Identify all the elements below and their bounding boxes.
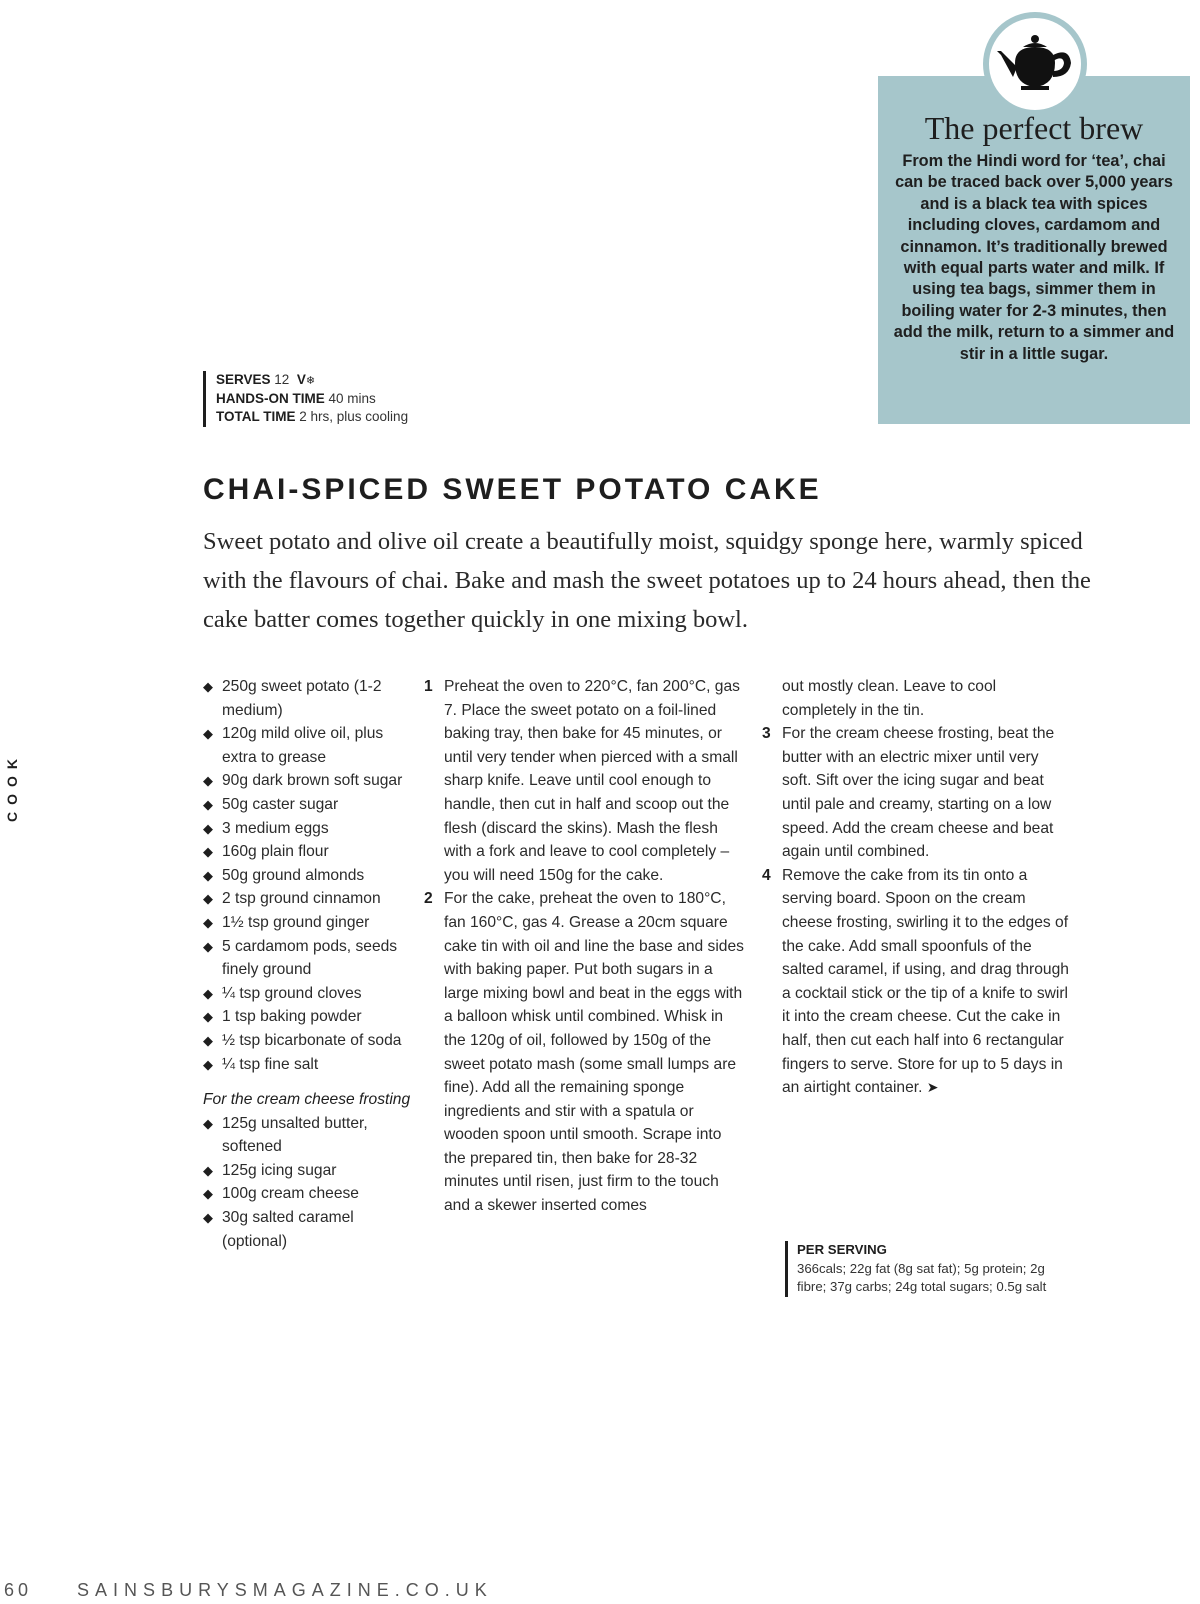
method-step-2-continued: out mostly clean. Leave to cool completely in the tin.: [782, 678, 997, 719]
continue-arrow-icon: ➤: [926, 1079, 939, 1096]
method-step-3: [762, 722, 1072, 864]
serves-line: [216, 371, 408, 390]
teapot-icon: [995, 33, 1075, 95]
recipe-intro: Sweet potato and olive oil create a beautifully moist, squidgy sponge here, warmly spiced with the flavours of chai. Bake and mash the sweet potatoes up to 24 hours ahead, then the cake batter comes together quickly in one mixing bowl.: [203, 528, 1091, 633]
vegetarian-mark: V: [296, 372, 306, 387]
nutrition-text: 366cals; 22g fat (8g sat fat); 5g protein; 2g fibre; 37g carbs; 24g total sugars; 0.5g salt: [797, 1260, 1047, 1295]
method-column-2: [762, 675, 1072, 1100]
serves-label: SERVES: [216, 372, 271, 387]
ingredient-item: ◆ 250g sweet potato (1-2 medium): [203, 675, 413, 722]
section-side-label: COOK: [4, 752, 20, 822]
ingredient-item: ◆ 1½ tsp ground ginger: [203, 911, 413, 935]
step-text: For the cake, preheat the oven to 180°C, fan 160°C, gas 4. Grease a 20cm square cake tin with oil and line the base and sides with baking paper. Put both sugars in a large mixing bowl and beat in the eggs with a balloon whisk until combined. Whisk in the 120g of oil, followed by 150g of the sweet potato mash (some small lumps are fine). Add all the remaining sponge ingredients and stir with a spatula or wooden spoon until smooth. Scrape into the prepared tin, then bake for 28-32 minutes until risen, just firm to the touch and a skewer inserted comes: [444, 890, 744, 1215]
method-step-4: [762, 864, 1072, 1100]
total-time-value: 2 hrs, plus cooling: [299, 409, 409, 425]
serves-value: 12: [274, 372, 290, 387]
recipe-title: CHAI-SPICED SWEET POTATO CAKE: [203, 473, 822, 506]
ingredient-item: ◆ 30g salted caramel (optional): [203, 1206, 413, 1253]
brew-title: The perfect brew: [924, 110, 1144, 146]
website-link[interactable]: SAINSBURYSMAGAZINE.CO.UK: [77, 1580, 493, 1600]
hands-on-label: HANDS-ON TIME: [216, 391, 325, 407]
step-number: 4: [762, 866, 771, 884]
ingredient-item: ◆ 160g plain flour: [203, 840, 413, 864]
ingredient-item: ◆ 125g unsalted butter, softened: [203, 1112, 413, 1159]
ingredient-item: ◆ 2 tsp ground cinnamon: [203, 887, 413, 911]
nutrition-heading: PER SERVING: [797, 1242, 887, 1257]
method-step-2: [424, 887, 744, 1217]
ingredient-list: [203, 675, 413, 1076]
method-column-1: [424, 675, 744, 1218]
step-text: Preheat the oven to 220°C, fan 200°C, gas 7. Place the sweet potato on a foil-lined baking tray, then bake for 45 minutes, or until very tender when pierced with a small sharp knife. Leave until cool enough to handle, then cut in half and scoop out the flesh (discard the skins). Mash the flesh with a fork and leave to cool completely – you will need 150g for the cake.: [444, 678, 740, 884]
page-number: 60: [4, 1580, 33, 1600]
nutrition-block: [785, 1241, 1057, 1297]
step-text: For the cream cheese frosting, beat the butter with an electric mixer until very soft. Sift over the icing sugar and beat until pale and creamy, starting on a low speed. Add the cream cheese and beat again until combined.: [782, 725, 1055, 861]
total-time-label: TOTAL TIME: [216, 409, 296, 425]
hands-on-value: 40 mins: [328, 391, 376, 407]
frosting-heading: For the cream cheese frosting: [203, 1091, 411, 1109]
ingredient-item: ◆ ¼ tsp fine salt: [203, 1053, 413, 1077]
page-footer: [4, 1580, 493, 1601]
recipe-meta: [203, 371, 408, 427]
frosting-ingredient-list: [203, 1112, 413, 1254]
ingredient-item: ◆ ¼ tsp ground cloves: [203, 982, 413, 1006]
ingredient-item: ◆ 100g cream cheese: [203, 1182, 413, 1206]
teapot-badge: [983, 12, 1087, 116]
ingredient-item: ◆ 50g caster sugar: [203, 793, 413, 817]
hands-on-line: [216, 390, 408, 408]
ingredient-item: ◆ 3 medium eggs: [203, 817, 413, 841]
ingredient-item: ◆ 1 tsp baking powder: [203, 1005, 413, 1029]
ingredient-item: ◆ 5 cardamom pods, seeds finely ground: [203, 935, 413, 982]
brew-text: From the Hindi word for ‘tea’, chai can be traced back over 5,000 years and is a black tea with spices including cloves, cardamom and cinnamon. It’s traditionally brewed with equal parts water and milk. If using tea bags, simmer them in boiling water for 2-3 minutes, then add the milk, return to a simmer and stir in a little sugar.: [893, 152, 1175, 363]
step-text: Remove the cake from its tin onto a serving board. Spoon on the cream cheese frosting, swirling it to the edges of the cake. Add small spoonfuls of the salted caramel, if using, and drag through a cocktail stick or the tip of a knife to swirl it into the cream cheese. Cut the cake in half, then cut each half into 6 rectangular fingers to serve. Store for up to 5 days in an airtight container.: [782, 866, 1069, 1097]
method-step-1: [424, 675, 744, 887]
step-number: 3: [762, 725, 771, 743]
total-time-line: [216, 408, 408, 426]
ingredient-item: ◆ 50g ground almonds: [203, 864, 413, 888]
ingredient-item: ◆ 120g mild olive oil, plus extra to grease: [203, 722, 413, 769]
ingredient-item: ◆ ½ tsp bicarbonate of soda: [203, 1029, 413, 1053]
ingredients-column: [203, 675, 413, 1253]
ingredient-item: ◆ 125g icing sugar: [203, 1159, 413, 1183]
ingredient-item: ◆ 90g dark brown soft sugar: [203, 769, 413, 793]
step-number: 1: [424, 678, 433, 695]
freezable-icon: ❄: [305, 375, 316, 387]
step-number: 2: [424, 890, 433, 908]
